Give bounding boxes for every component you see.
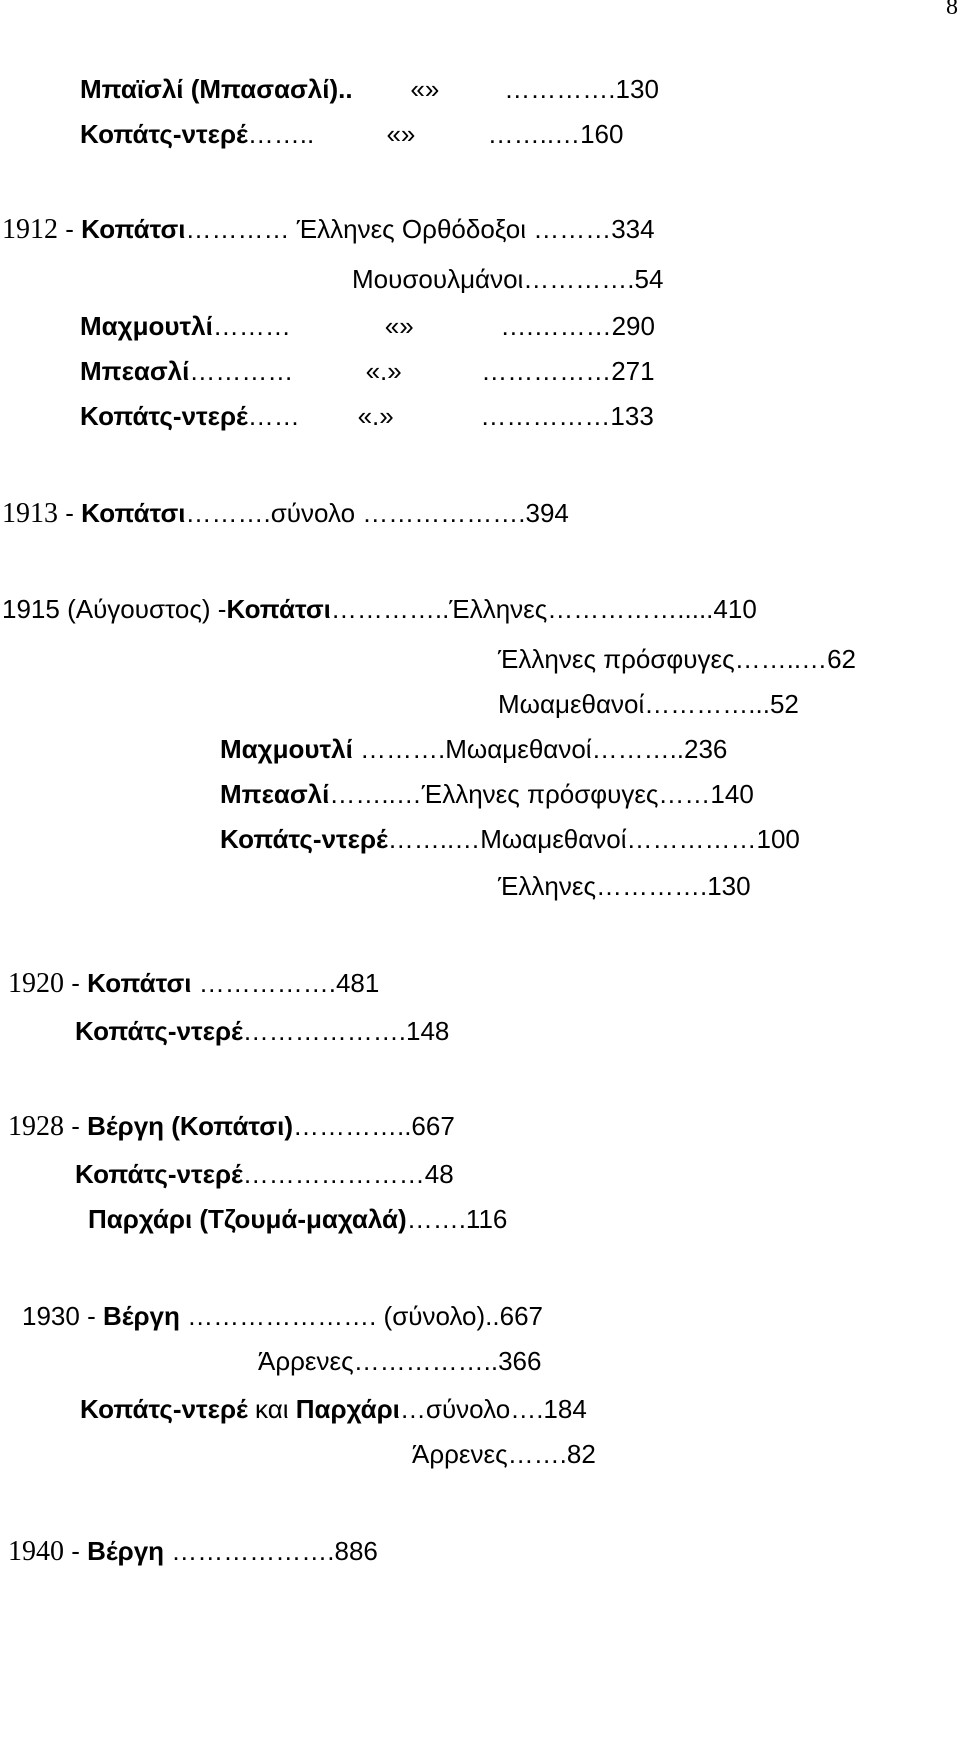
line-text: Άρρενες…….82 <box>412 1439 596 1469</box>
text-line <box>75 1158 454 1190</box>
line-text: ……..…Έλληνες πρόσφυγες……140 <box>329 779 754 809</box>
line-text: ………… Έλληνες Ορθόδοξοι ………334 <box>185 214 655 244</box>
year-label: 1912 <box>2 214 58 245</box>
line-text: …………………48 <box>242 1159 454 1189</box>
line-text: ……… «» ….………290 <box>212 311 655 341</box>
place-name: Βέργη (Κοπάτσι) <box>87 1111 293 1141</box>
line-text: ……….Μωαμεθανοί………..236 <box>352 734 728 764</box>
line-text: ……………….148 <box>242 1016 450 1046</box>
text-line <box>412 1438 596 1470</box>
line-text: …… «.» ……………133 <box>247 401 654 431</box>
line-text: Έλληνες………….130 <box>498 871 751 901</box>
line-text: ……..…Μωαμεθανοί……………100 <box>387 824 800 854</box>
line-text: Μωαμεθανοί…………...52 <box>498 689 799 719</box>
year-label: 1920 <box>8 968 64 999</box>
line-text: 1915 (Αύγουστος) - <box>2 594 227 624</box>
text-line <box>8 967 379 999</box>
line-text: 1930 - <box>22 1301 103 1331</box>
text-line <box>258 1345 541 1377</box>
text-line <box>220 733 727 765</box>
line-text: …………..Έλληνες…………….....410 <box>330 594 757 624</box>
text-line <box>75 1015 449 1047</box>
year-label: 1928 <box>8 1111 64 1142</box>
place-name: Παρχάρι <box>295 1394 400 1424</box>
line-text: - <box>64 968 88 998</box>
place-name: Κοπάτς-ντερέ <box>75 1016 243 1046</box>
place-name: Μπαϊσλί (Μπασασλί).. <box>80 74 353 104</box>
place-name: Κοπάτς-ντερέ <box>75 1159 243 1189</box>
place-name: Κοπάτς-ντερέ <box>220 824 388 854</box>
text-line <box>8 1110 455 1142</box>
text-line <box>80 400 654 432</box>
line-text: …….. «» ……..…160 <box>247 119 624 149</box>
line-text: - <box>64 1111 88 1141</box>
place-name: Βέργη <box>87 1536 165 1566</box>
place-name: Κοπάτσι <box>87 968 192 998</box>
line-text: «» ………….130 <box>352 74 659 104</box>
place-name: Μαχμουτλί <box>80 311 213 341</box>
line-text: …σύνολο….184 <box>399 1394 587 1424</box>
line-text: - <box>58 214 82 244</box>
place-name: Μαχμουτλί <box>220 734 353 764</box>
text-line <box>80 73 659 105</box>
line-text: …………….481 <box>191 968 380 998</box>
line-text: - <box>58 498 82 528</box>
place-name: Κοπάτς-ντερέ <box>80 1394 248 1424</box>
text-line <box>220 778 754 810</box>
page-number: 8 <box>946 0 958 20</box>
text-line <box>2 497 569 529</box>
text-line <box>88 1203 507 1235</box>
year-label: 1940 <box>8 1536 64 1567</box>
place-name: Μπεασλί <box>80 356 190 386</box>
line-text: ………… «.» ……………271 <box>189 356 655 386</box>
place-name: Κοπάτσι <box>226 594 331 624</box>
text-line <box>80 118 623 150</box>
line-text: Έλληνες πρόσφυγες……..…62 <box>498 644 856 674</box>
text-line <box>498 688 799 720</box>
line-text: και <box>247 1394 296 1424</box>
text-line <box>498 870 751 902</box>
text-line <box>80 1393 587 1425</box>
line-text: …………..667 <box>292 1111 455 1141</box>
text-line <box>498 643 856 675</box>
text-line <box>2 213 655 245</box>
line-text: ……………….886 <box>164 1536 378 1566</box>
line-text: ……….σύνολο ……………….394 <box>185 498 569 528</box>
text-line <box>220 823 800 855</box>
text-line <box>2 593 757 625</box>
place-name: Κοπάτς-ντερέ <box>80 401 248 431</box>
place-name: Κοπάτσι <box>81 214 186 244</box>
place-name: Κοπάτσι <box>81 498 186 528</box>
year-label: 1913 <box>2 498 58 529</box>
text-line <box>352 263 663 295</box>
line-text: …….116 <box>406 1204 508 1234</box>
place-name: Κοπάτς-ντερέ <box>80 119 248 149</box>
text-line <box>80 355 655 387</box>
place-name: Βέργη <box>102 1301 180 1331</box>
place-name: Παρχάρι (Τζουμά-μαχαλά) <box>88 1204 407 1234</box>
text-line <box>8 1535 378 1567</box>
text-line <box>22 1300 543 1332</box>
line-text: Άρρενες……………..366 <box>258 1346 542 1376</box>
place-name: Μπεασλί <box>220 779 330 809</box>
line-text: Μουσουλμάνοι………….54 <box>352 264 664 294</box>
text-line <box>80 310 655 342</box>
line-text: - <box>64 1536 88 1566</box>
line-text: …………………. (σύνολο)..667 <box>179 1301 544 1331</box>
